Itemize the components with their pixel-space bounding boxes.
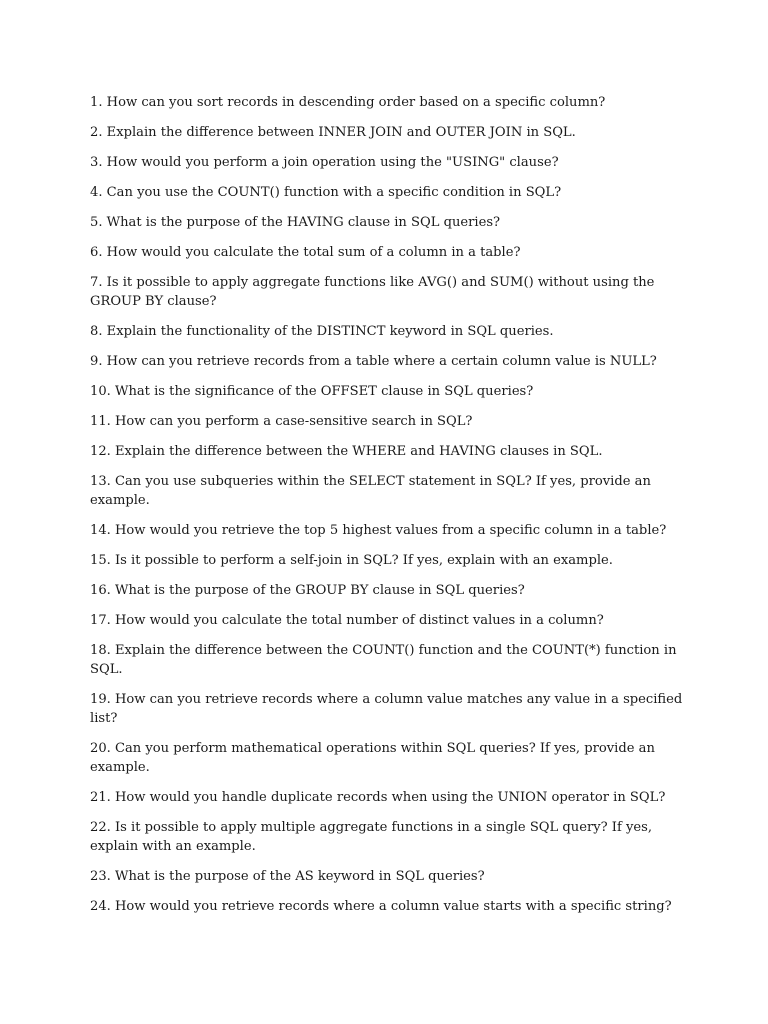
question-list: [90, 93, 690, 927]
question-item: 24. How would you retrieve records where a column value starts with a specific string?: [90, 899, 672, 914]
question-item: 23. What is the purpose of the AS keyword in SQL queries?: [90, 869, 485, 884]
question-item: 10. What is the significance of the OFFSET clause in SQL queries?: [90, 384, 534, 399]
question-item: 21. How would you handle duplicate records when using the UNION operator in SQL?: [90, 790, 666, 805]
question-item: 19. How can you retrieve records where a column value matches any value in a specified list?: [90, 692, 683, 726]
question-item: 16. What is the purpose of the GROUP BY clause in SQL queries?: [90, 583, 525, 598]
question-item: 7. Is it possible to apply aggregate functions like AVG() and SUM() without using the GROUP BY clause?: [90, 275, 655, 309]
question-item: 12. Explain the difference between the WHERE and HAVING clauses in SQL.: [90, 444, 603, 459]
question-item: 2. Explain the difference between INNER JOIN and OUTER JOIN in SQL.: [90, 125, 576, 140]
question-item: 18. Explain the difference between the COUNT() function and the COUNT(*) function in SQL.: [90, 643, 677, 677]
question-item: 6. How would you calculate the total sum of a column in a table?: [90, 245, 521, 260]
question-item: 9. How can you retrieve records from a table where a certain column value is NULL?: [90, 354, 657, 369]
question-item: 14. How would you retrieve the top 5 highest values from a specific column in a table?: [90, 523, 667, 538]
question-item: 11. How can you perform a case-sensitive search in SQL?: [90, 414, 473, 429]
question-item: 13. Can you use subqueries within the SELECT statement in SQL? If yes, provide an example.: [90, 474, 651, 508]
question-item: 4. Can you use the COUNT() function with a specific condition in SQL?: [90, 185, 562, 200]
question-item: 15. Is it possible to perform a self-join in SQL? If yes, explain with an example.: [90, 553, 613, 568]
question-item: 8. Explain the functionality of the DISTINCT keyword in SQL queries.: [90, 324, 554, 339]
question-item: 3. How would you perform a join operation using the "USING" clause?: [90, 155, 559, 170]
question-item: 1. How can you sort records in descending order based on a specific column?: [90, 95, 606, 110]
question-item: 20. Can you perform mathematical operations within SQL queries? If yes, provide an example.: [90, 741, 655, 775]
question-item: 5. What is the purpose of the HAVING clause in SQL queries?: [90, 215, 501, 230]
question-item: 17. How would you calculate the total number of distinct values in a column?: [90, 613, 604, 628]
question-item: 22. Is it possible to apply multiple aggregate functions in a single SQL query? If yes, explain with an example.: [90, 820, 652, 854]
